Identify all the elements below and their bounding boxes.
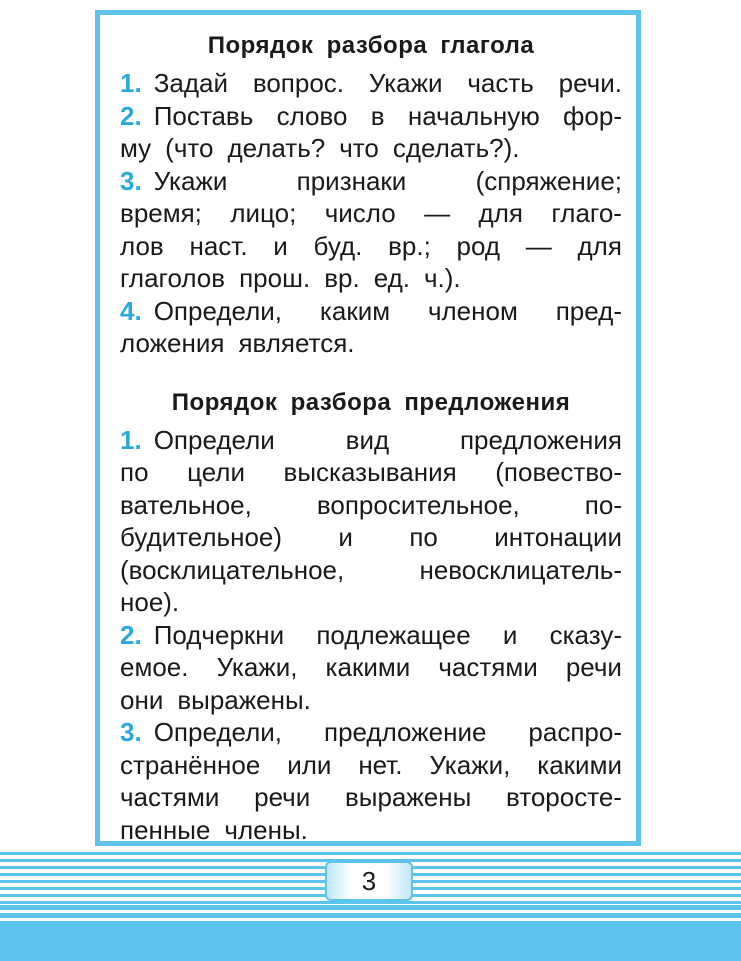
text-line (120, 230, 622, 263)
item-text (154, 716, 622, 749)
word: выражены (344, 782, 472, 812)
sentence-section-title: Порядок разбора предложения (171, 388, 571, 416)
text-line (120, 165, 622, 198)
item-text (154, 295, 622, 328)
word: вопрос. (252, 68, 345, 98)
word: для (478, 198, 523, 228)
text-line (120, 100, 622, 133)
item-text (154, 165, 622, 198)
text-line (120, 489, 622, 522)
word: каким (319, 295, 391, 326)
word: какими (537, 749, 622, 780)
word: пред- (555, 295, 622, 326)
word: интонации (494, 522, 622, 552)
rules-frame (95, 10, 641, 846)
word: невосклицатель- (419, 554, 622, 585)
word: высказывания (283, 457, 457, 487)
word: сделать?). (392, 133, 520, 163)
word: они (120, 684, 164, 715)
word: подлежащее (316, 619, 471, 650)
text-line (120, 424, 622, 457)
text-line (120, 749, 622, 782)
word: что (339, 133, 379, 163)
word: по- (584, 489, 622, 520)
word: по (120, 457, 149, 487)
word: речи. (558, 68, 622, 98)
text-line (120, 132, 622, 165)
word: по (409, 522, 438, 552)
word: глаголов (120, 263, 226, 293)
word: род (456, 230, 501, 261)
word: и (273, 230, 288, 261)
word: емое. (120, 652, 189, 682)
word: вательное, (120, 489, 252, 520)
word: является. (238, 328, 355, 358)
text-line (120, 684, 622, 717)
word: ное). (120, 587, 180, 617)
word: Укажи, (216, 652, 298, 682)
text-line (120, 814, 622, 847)
footer-stripes-dense (0, 905, 741, 922)
word: (восклицательное, (120, 554, 345, 585)
word: (спряжение; (475, 165, 622, 196)
word: членом (427, 295, 518, 326)
word: Задай (153, 68, 229, 98)
word: ед. (373, 263, 410, 293)
word: пенные (120, 814, 211, 845)
word: наст. (189, 230, 248, 261)
word: частями (120, 782, 220, 812)
item-text (154, 100, 622, 133)
word: и (338, 522, 353, 552)
word: члены. (224, 814, 308, 845)
item-number: 4. (120, 295, 142, 326)
word: распро- (528, 717, 622, 747)
word: цели (187, 457, 245, 487)
text-line (120, 554, 622, 587)
word: глаго- (551, 198, 622, 228)
item-number: 1. (120, 424, 142, 455)
item-number: 2. (120, 619, 142, 650)
word: лицо; (230, 198, 297, 228)
word: вр. (324, 263, 360, 293)
text-line (120, 586, 622, 619)
text-line (120, 716, 622, 749)
word: вопросительное, (316, 489, 520, 520)
word: лов (120, 230, 164, 261)
word: Укажи (153, 165, 228, 196)
text-line (120, 67, 622, 100)
text-line (120, 619, 622, 652)
word: Укажи, (429, 749, 511, 780)
word: начальную (407, 100, 540, 131)
word: второсте- (505, 782, 622, 812)
word: му (120, 133, 152, 163)
word: признаки (296, 165, 407, 196)
word: вр.; (388, 230, 431, 261)
text-line (120, 262, 622, 295)
word: число (324, 198, 396, 228)
word: или (287, 749, 332, 780)
sentence-rules-list (120, 424, 622, 847)
footer-band (0, 922, 741, 961)
word: ч.). (423, 263, 461, 293)
word: Поставь (153, 100, 254, 131)
word: Определи, (153, 295, 283, 326)
word: Определи (153, 424, 275, 455)
word: ложения (120, 328, 225, 358)
word: для (577, 230, 622, 261)
item-number: 3. (120, 717, 142, 747)
word: слово (276, 100, 348, 131)
text-line (120, 651, 622, 684)
word: (повество- (495, 457, 622, 487)
word: странённое (120, 749, 261, 780)
text-line (120, 521, 622, 554)
word: буд. (313, 230, 363, 261)
text-line (120, 327, 622, 360)
item-text (154, 424, 622, 457)
word: Подчеркни (153, 619, 285, 650)
verb-section-title: Порядок разбора глагола (207, 32, 535, 59)
item-text (154, 67, 622, 100)
word: выражены. (177, 684, 311, 715)
text-line (120, 456, 622, 489)
word: время; (120, 198, 202, 228)
word: предложения (459, 424, 622, 455)
word: фор- (563, 100, 622, 131)
word: предложение (324, 717, 487, 747)
text-line (120, 295, 622, 328)
text-line (120, 197, 622, 230)
word: частями (438, 652, 538, 682)
verb-rules-list (120, 67, 622, 360)
word: речи (254, 782, 311, 812)
word: — (525, 230, 552, 261)
item-text (154, 619, 622, 652)
word: — (424, 198, 451, 228)
word: речи (565, 652, 622, 682)
word: (что (165, 133, 214, 163)
item-number: 2. (120, 100, 142, 131)
page-number: 3 (325, 861, 413, 901)
word: и (502, 619, 518, 650)
word: в (370, 100, 385, 131)
word: часть (467, 68, 534, 98)
word: Определи, (153, 717, 283, 747)
word: будительное) (120, 522, 283, 552)
word: прош. (239, 263, 311, 293)
text-line (120, 781, 622, 814)
item-number: 3. (120, 165, 142, 196)
word: какими (325, 652, 411, 682)
item-number: 1. (120, 68, 142, 98)
word: Укажи (368, 68, 443, 98)
word: делать? (227, 133, 326, 163)
word: сказу- (549, 619, 622, 650)
word: нет. (358, 749, 403, 780)
word: вид (345, 424, 390, 455)
